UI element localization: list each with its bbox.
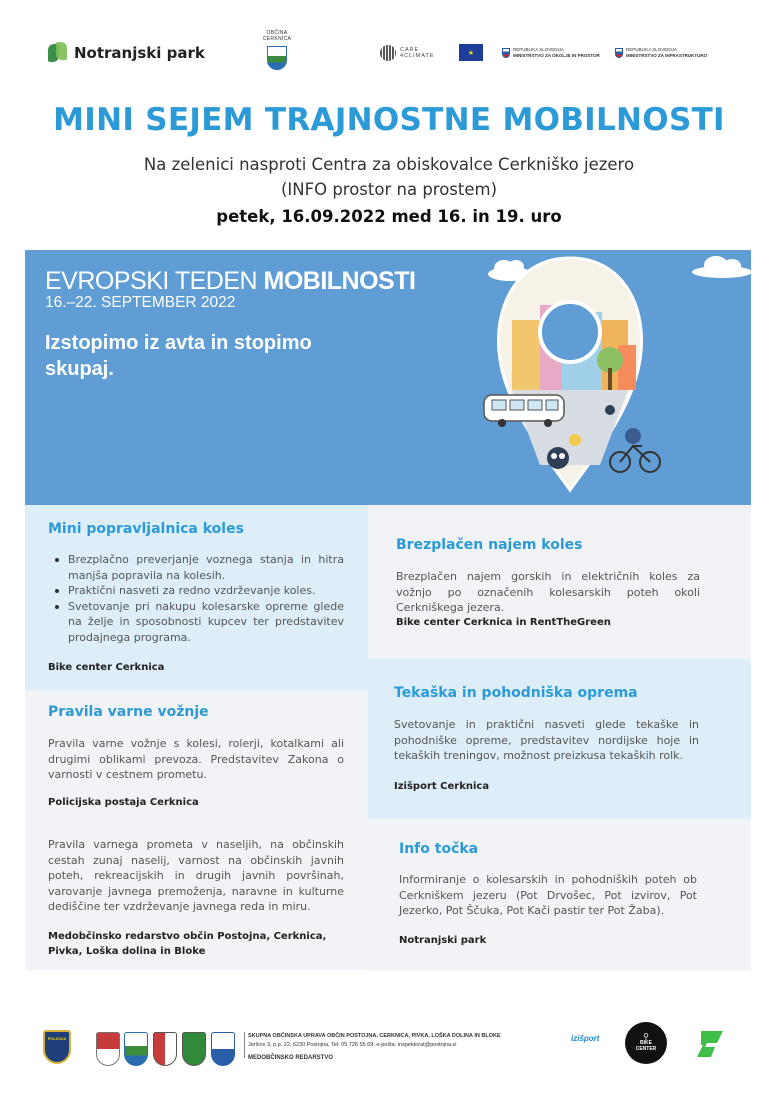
cerknica-crest-icon — [124, 1032, 148, 1066]
gov1-line2: MINISTRSTVO ZA OKOLJE IN PROSTOR — [513, 52, 600, 58]
page-title: MINI SEJEM TRAJNOSTNE MOBILNOSTI — [53, 102, 725, 138]
section-info-text: Informiranje o kolesarskih in pohodniških poteh ob Cerkniškem jezeru (Pot Drvošec, Pot izvirov, Pot Jezerko, Pot Ščuka, Pot Kači pastir ter Pot Žaba). — [399, 873, 697, 917]
gov2-line1: REPUBLIKA SLOVENIJA — [626, 47, 678, 52]
section-info-title: Info točka — [399, 841, 479, 857]
bike-center-logo — [625, 1022, 667, 1064]
section-running-organizer: Izišport Cerknica — [394, 781, 490, 792]
banner-slogan: Izstopimo iz avta in stopimo skupaj. — [45, 332, 312, 380]
section-rental-text: Brezplačen najem gorskih in električnih koles za vožnjo po označenih kolesarskih poteh okoli Cerkniškega jezera. — [396, 570, 700, 614]
obcina-cerknica-logo — [254, 30, 300, 70]
footer-logos — [0, 1022, 778, 1082]
section-info-organizer: Notranjski park — [399, 935, 487, 946]
section-repair — [25, 505, 368, 690]
section-rental-organizer: Bike center Cerknica in RentTheGreen — [396, 617, 611, 628]
list-item: Brezplačno preverjanje voznega stanja in hitra manjša popravila na kolesih. — [48, 552, 344, 583]
location-note: (INFO prostor na prostem) — [280, 180, 498, 199]
section-traffic-organizer: Medobčinsko redarstvo občin Postojna, Cerknica, Pivka, Loška dolina in Bloke — [48, 931, 327, 957]
bloke-crest-icon — [211, 1032, 235, 1066]
mobility-week-banner — [25, 250, 751, 505]
section-safety-title: Pravila varne vožnje — [48, 704, 209, 720]
section-traffic — [25, 820, 368, 970]
event-location — [0, 152, 778, 202]
bike-center-line1: BIKE — [640, 1040, 652, 1046]
event-date: petek, 16.09.2022 med 16. in 19. uro — [216, 207, 562, 226]
care4climate-text: CARE 4CLIMATE — [400, 47, 435, 59]
section-safety-organizer: Policijska postaja Cerknica — [48, 797, 199, 808]
footer-address — [248, 1032, 501, 1063]
section-repair-organizer: Bike center Cerknica — [48, 662, 165, 673]
bike-center-line2: CENTER — [635, 1046, 657, 1052]
slovenia-crest-icon — [502, 48, 510, 58]
footer-department: MEDOBČINSKO REDARSTVO — [248, 1055, 334, 1061]
footer-divider — [244, 1032, 245, 1058]
postojna-crest-icon — [96, 1032, 120, 1066]
repair-list — [48, 552, 344, 645]
section-rental-title: Brezplačen najem koles — [396, 537, 583, 553]
banner-heading-light: EVROPSKI TEDEN — [45, 267, 264, 295]
eu-flag-icon: ★ — [459, 44, 483, 61]
police-badge-label: POLICIJA — [47, 1036, 67, 1041]
section-safety-text: Pravila varne vožnje s kolesi, rolerji, kotalkami ali drugimi oblikami prevoza. Predstavitev Zakona o varnosti v cestnem prometu. — [48, 737, 344, 781]
pivka-crest-icon — [153, 1032, 177, 1066]
care4climate-logo — [380, 45, 444, 61]
list-item: Praktični nasveti za redno vzdrževanje koles. — [48, 583, 344, 599]
bike-icon: ⚲ — [643, 1032, 649, 1041]
footer-contact: Jeršice 3, p.p. 22, 6230 Postojna, Tel: 05 726 55 69, e-pošta: inspektorat@postojna.si — [248, 1042, 457, 1048]
banner-dates: 16.–22. SEPTEMBER 2022 — [45, 294, 236, 311]
banner-heading — [45, 268, 415, 294]
section-traffic-text: Pravila varnega prometa v naseljih, na občinskih cestah zunaj naselij, varnost na občinskih javnih poteh, rekreacijskih in drugih javnih površinah, varovanje javnega premoženja, naravne in kulturne dediščine ter vzdrževanje javnega reda in miru. — [48, 838, 344, 913]
banner-heading-bold: MOBILNOSTI — [263, 267, 416, 295]
section-running-text: Svetovanje in praktični nasveti glede tekaške in pohodniške opreme, predstavitev nordijske hoje in tekaških treningov, možnost preizkusa tekaških rolk. — [394, 718, 699, 762]
location-pin-illustration — [450, 250, 751, 505]
gov2-line2: MINISTRSTVO ZA INFRASTRUKTURO — [626, 52, 708, 58]
section-running-title: Tekaška in pohodniška oprema — [394, 685, 638, 701]
section-safety — [25, 690, 368, 820]
rentthegreen-icon — [693, 1027, 727, 1061]
notranjski-park-logo — [48, 42, 205, 64]
location-line: Na zelenici nasproti Centra za obiskovalce Cerkniško jezero — [143, 155, 635, 174]
izisport-logo: izišport — [571, 1034, 600, 1043]
loska-dolina-crest-icon — [182, 1032, 206, 1066]
header-logos — [0, 30, 778, 80]
section-repair-title: Mini popravljalnica koles — [48, 521, 244, 537]
notranjski-park-logo-text: Notranjski park — [74, 44, 205, 62]
section-running — [368, 659, 751, 819]
section-rental — [368, 505, 751, 659]
list-item: Svetovanje pri nakupu kolesarske opreme glede na želje in sposobnosti kupcev ter predstavitev prodajnega programa. — [48, 599, 344, 646]
rentthegreen-logo — [689, 1024, 731, 1064]
notranjski-park-leaf-icon — [48, 42, 68, 64]
cerknica-crest-icon — [267, 46, 287, 70]
gov1-line1: REPUBLIKA SLOVENIJA — [513, 47, 565, 52]
footer-office-name: SKUPNA OBČINSKA UPRAVA OBČIN POSTOJNA, CERKNICA, PIVKA, LOŠKA DOLINA IN BLOKE — [248, 1033, 501, 1039]
section-info — [368, 819, 751, 971]
slovenia-crest-icon — [615, 48, 623, 58]
ministry-environment-logo — [502, 47, 600, 58]
ministry-infrastructure-logo — [615, 47, 707, 58]
obcina-cerknica-text: OBČINA CERKNICA — [262, 30, 292, 42]
police-badge-icon — [43, 1030, 71, 1064]
care4climate-icon — [380, 45, 396, 61]
